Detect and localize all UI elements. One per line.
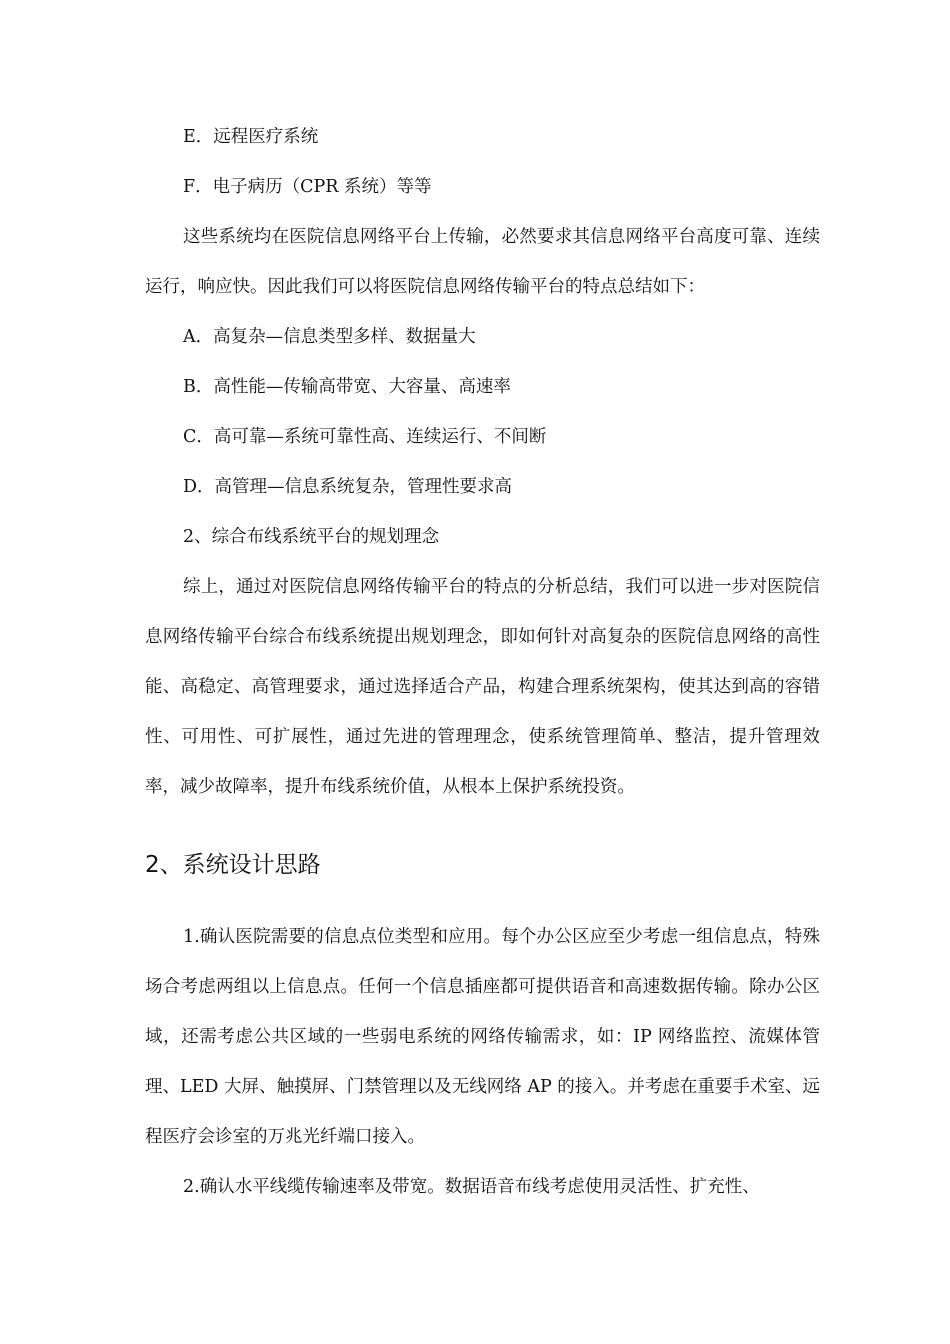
- feature-item-b: B．高性能—传输高带宽、大容量、高速率: [183, 377, 511, 397]
- design-paragraph-2: 2.确认水平线缆传输速率及带宽。数据语音布线考虑使用灵活性、扩充性、: [183, 1177, 760, 1197]
- list-item-f: F．电子病历（CPR 系统）等等: [183, 177, 432, 197]
- list-item-e: E．远程医疗系统: [183, 127, 319, 147]
- feature-item-c: C．高可靠—系统可靠性高、连续运行、不间断: [183, 427, 547, 447]
- intro-paragraph: 这些系统均在医院信息网络平台上传输，必然要求其信息网络平台高度可靠、连续运行，响应快。因此我们可以将医院信息网络传输平台的特点总结如下：: [145, 227, 820, 297]
- feature-item-d: D．高管理—信息系统复杂，管理性要求高: [183, 477, 513, 497]
- feature-item-a: A．高复杂—信息类型多样、数据量大: [183, 327, 476, 347]
- section-heading: 2、系统设计思路: [145, 852, 321, 878]
- document-page: [145, 112, 820, 1212]
- summary-paragraph: 综上，通过对医院信息网络传输平台的特点的分析总结，我们可以进一步对医院信息网络传输平台综合布线系统提出规划理念，即如何针对高复杂的医院信息网络的高性能、高稳定、高管理要求，通过选择适合产品，构建合理系统架构，使其达到高的容错性、可用性、可扩展性，通过先进的管理理念，使系统管理简单、整洁，提升管理效率，减少故障率，提升布线系统价值，从根本上保护系统投资。: [145, 577, 820, 797]
- design-paragraph-1: 1.确认医院需要的信息点位类型和应用。每个办公区应至少考虑一组信息点，特殊场合考虑两组以上信息点。任何一个信息插座都可提供语音和高速数据传输。除办公区域，还需考虑公共区域的一些弱电系统的网络传输需求，如：IP 网络监控、流媒体管理、LED 大屏、触摸屏、门禁管理以及无线网络 AP 的接入。并考虑在重要手术室、远程医疗会诊室的万兆光纤端口接入。: [145, 927, 820, 1147]
- subheading: 2、综合布线系统平台的规划理念: [183, 527, 440, 547]
